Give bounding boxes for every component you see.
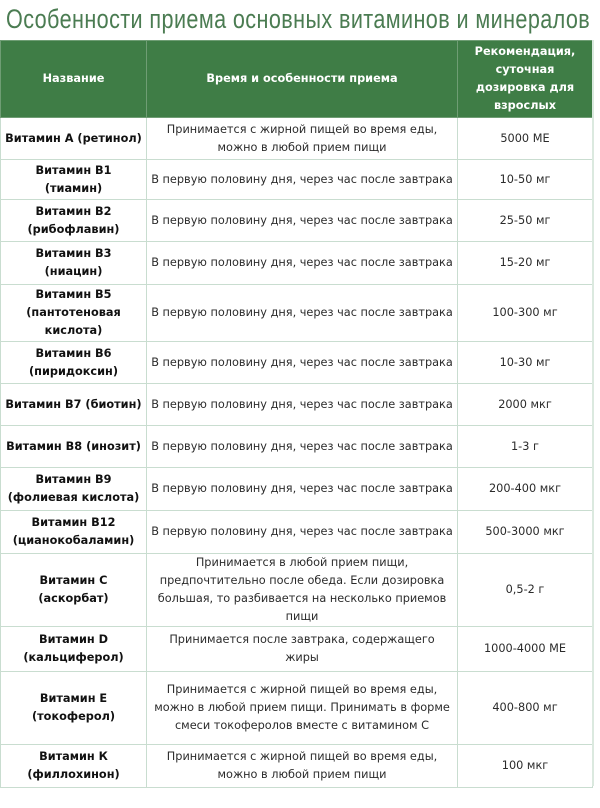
page-title: Особенности приема основных витаминов и минералов (6, 4, 591, 34)
vitamin-name: Витамин К (филлохинон) (1, 745, 147, 788)
table-row (1, 468, 593, 511)
header-dose: Рекомендация, суточная дозировка для взрослых (458, 41, 593, 118)
daily-dose: 2000 мкг (458, 384, 593, 426)
table-row (1, 672, 593, 745)
intake-notes: Принимается после завтрака, содержащего жиры (147, 627, 458, 672)
daily-dose: 5000 МЕ (458, 118, 593, 160)
vitamin-name: Витамин В8 (инозит) (1, 426, 147, 468)
intake-notes: Принимается с жирной пищей во время еды, можно в любой прием пищи (147, 118, 458, 160)
intake-notes: В первую половину дня, через час после завтрака (147, 242, 458, 285)
intake-notes: Принимается с жирной пищей во время еды, можно в любой прием пищи. Принимать в форме смеси токоферолов вместе с витамином С (147, 672, 458, 745)
vitamin-name: Витамин В9 (фолиевая кислота) (1, 468, 147, 511)
intake-notes: Принимается в любой прием пищи, предпочтительно после обеда. Если дозировка большая, то разбивается на несколько приемов пищи (147, 554, 458, 627)
daily-dose: 10-50 мг (458, 160, 593, 200)
table-row (1, 342, 593, 384)
vitamin-name: Витамин В3 (ниацин) (1, 242, 147, 285)
intake-notes: В первую половину дня, через час после завтрака (147, 511, 458, 554)
table-row (1, 627, 593, 672)
daily-dose: 1000-4000 МЕ (458, 627, 593, 672)
daily-dose: 200-400 мкг (458, 468, 593, 511)
vitamin-name: Витамин С (аскорбат) (1, 554, 147, 627)
intake-notes: В первую половину дня, через час после завтрака (147, 285, 458, 342)
header-name: Название (1, 41, 147, 118)
table-row (1, 160, 593, 200)
daily-dose: 1-3 г (458, 426, 593, 468)
table-body (1, 118, 593, 788)
table-row (1, 745, 593, 788)
table-row (1, 384, 593, 426)
vitamin-name: Витамин В1 (тиамин) (1, 160, 147, 200)
daily-dose: 400-800 мг (458, 672, 593, 745)
table-header-row (1, 41, 593, 118)
vitamin-name: Витамин А (ретинол) (1, 118, 147, 160)
intake-notes: Принимается с жирной пищей во время еды, можно в любой прием пищи (147, 745, 458, 788)
table-row (1, 118, 593, 160)
header-time: Время и особенности приема (147, 41, 458, 118)
table-row (1, 426, 593, 468)
vitamins-table (0, 40, 593, 788)
daily-dose: 500-3000 мкг (458, 511, 593, 554)
intake-notes: В первую половину дня, через час после завтрака (147, 384, 458, 426)
daily-dose: 0,5-2 г (458, 554, 593, 627)
daily-dose: 15-20 мг (458, 242, 593, 285)
table-row (1, 511, 593, 554)
vitamin-name: Витамин В6 (пиридоксин) (1, 342, 147, 384)
vitamin-name: Витамин В5 (пантотеновая кислота) (1, 285, 147, 342)
daily-dose: 25-50 мг (458, 200, 593, 242)
table-row (1, 200, 593, 242)
intake-notes: В первую половину дня, через час после завтрака (147, 200, 458, 242)
table-row (1, 285, 593, 342)
table-edge (592, 40, 594, 786)
intake-notes: В первую половину дня, через час после завтрака (147, 342, 458, 384)
intake-notes: В первую половину дня, через час после завтрака (147, 160, 458, 200)
daily-dose: 100 мкг (458, 745, 593, 788)
vitamin-name: Витамин В12 (цианокобаламин) (1, 511, 147, 554)
intake-notes: В первую половину дня, через час после завтрака (147, 468, 458, 511)
intake-notes: В первую половину дня, через час после завтрака (147, 426, 458, 468)
vitamin-name: Витамин В2 (рибофлавин) (1, 200, 147, 242)
daily-dose: 10-30 мг (458, 342, 593, 384)
table-row (1, 554, 593, 627)
table-row (1, 242, 593, 285)
vitamin-name: Витамин D (кальциферол) (1, 627, 147, 672)
vitamin-name: Витамин В7 (биотин) (1, 384, 147, 426)
daily-dose: 100-300 мг (458, 285, 593, 342)
vitamin-name: Витамин Е (токоферол) (1, 672, 147, 745)
